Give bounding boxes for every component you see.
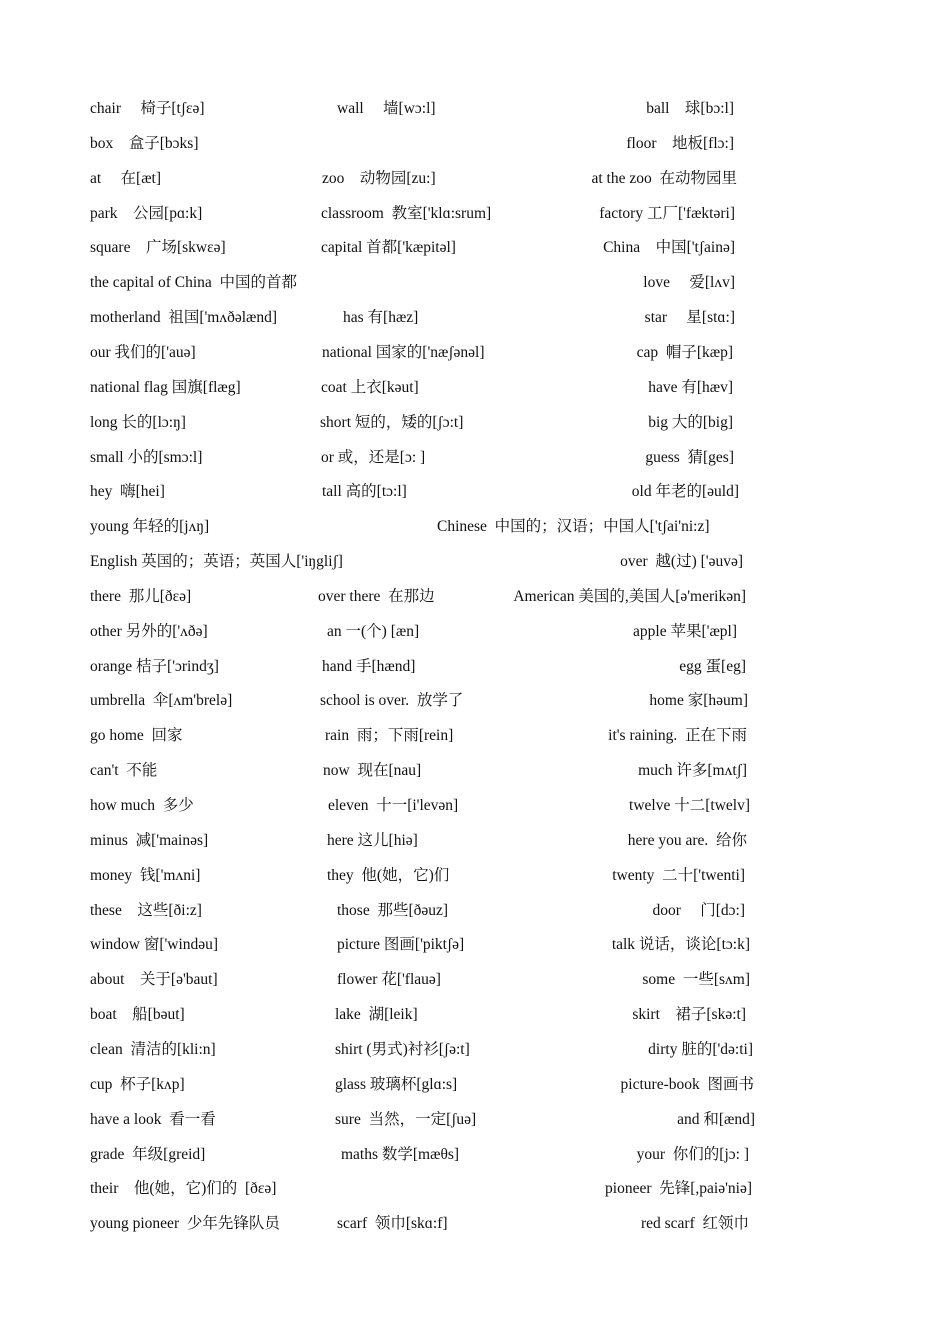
vocab-entry-right: big 大的[big]: [648, 413, 733, 431]
vocab-row: [0, 655, 950, 679]
vocab-entry-right: factory 工厂['fæktəri]: [599, 204, 735, 222]
vocab-entry-middle: rain 雨；下雨[rein]: [325, 727, 454, 745]
vocab-row: [0, 829, 950, 853]
vocab-entry-middle: short 短的，矮的[ʃɔ:t]: [320, 413, 464, 431]
vocab-entry-middle: zoo 动物园[zu:]: [322, 169, 436, 187]
vocab-entry-left: window 窗['windəu]: [90, 936, 219, 954]
vocab-entry-right: dirty 脏的['də:ti]: [648, 1040, 753, 1058]
vocab-row: [0, 271, 950, 295]
vocab-entry-right: egg 蛋[eg]: [679, 657, 746, 675]
vocab-entry-right: ball 球[bɔ:l]: [646, 100, 734, 117]
vocab-entry-left: our 我们的['auə]: [90, 343, 196, 361]
vocab-row: [0, 864, 950, 888]
vocab-entry-left: orange 桔子['ɔrindʒ]: [90, 657, 219, 675]
vocab-entry-middle: they 他(她，它)们: [327, 866, 450, 884]
vocab-entry-right: skirt 裙子[skə:t]: [632, 1006, 746, 1024]
vocab-entry-left: cup 杯子[kʌp]: [90, 1075, 185, 1093]
vocab-entry-left: chair 椅子[tʃɛə]: [90, 100, 205, 117]
vocab-entry-middle: hand 手[hænd]: [322, 657, 416, 675]
vocab-row: [0, 411, 950, 435]
vocab-entry-middle: here 这儿[hiə]: [327, 831, 418, 849]
vocab-entry-left: national flag 国旗[flæg]: [90, 378, 241, 396]
vocab-entry-middle: those 那些[ðəuz]: [337, 901, 449, 919]
vocab-entry-right: floor 地板[flɔ:]: [626, 134, 734, 152]
vocab-row: [0, 306, 950, 330]
vocab-entry-middle: tall 高的[tɔ:l]: [322, 483, 407, 501]
vocab-entry-right: American 美国的,美国人[ə'merikən]: [513, 587, 746, 605]
vocab-entry-left: how much 多少: [90, 797, 194, 814]
vocab-entry-right: and 和[ænd]: [677, 1110, 755, 1128]
vocab-entry-left: box 盒子[bɔks]: [90, 134, 199, 152]
vocab-entry-left: square 广场[skwɛə]: [90, 239, 226, 257]
vocab-entry-middle: school is over. 放学了: [320, 692, 464, 710]
vocab-entry-middle: sure 当然，一定[ʃuə]: [335, 1110, 477, 1128]
vocab-row: [0, 515, 950, 539]
vocab-row: [0, 376, 950, 400]
vocab-row: [0, 689, 950, 713]
vocab-row: [0, 202, 950, 226]
vocab-row: [0, 97, 950, 121]
vocab-entry-middle: has 有[hæz]: [343, 309, 419, 327]
vocab-entry-right: it's raining. 正在下雨: [608, 727, 747, 745]
vocab-entry-right: cap 帽子[kæp]: [636, 343, 733, 361]
vocab-entry-left: motherland 祖国['mʌðəlænd]: [90, 309, 278, 327]
vocab-entry-right: over 越(过) ['əuvə]: [620, 553, 743, 571]
vocab-entry-left: grade 年级[greid]: [90, 1145, 206, 1163]
vocab-row: [0, 794, 950, 818]
vocab-row: [0, 968, 950, 992]
vocab-entry-middle: Chinese 中国的；汉语；中国人['tʃai'ni:z]: [437, 518, 710, 536]
vocab-entry-left: have a look 看一看: [90, 1110, 216, 1128]
vocab-entry-middle: an 一(个) [æn]: [327, 622, 420, 640]
vocab-entry-right: twelve 十二[twelv]: [629, 797, 750, 814]
vocab-entry-left: park 公园[pɑ:k]: [90, 204, 203, 222]
vocab-row: [0, 167, 950, 191]
vocab-entry-right: here you are. 给你: [627, 831, 747, 849]
vocab-entry-right: apple 苹果['æpl]: [633, 622, 737, 640]
vocab-entry-right: guess 猜[ges]: [645, 448, 734, 466]
vocab-entry-left: go home 回家: [90, 727, 183, 745]
vocab-entry-middle: flower 花['flauə]: [337, 971, 441, 989]
vocab-row: [0, 550, 950, 574]
vocab-entry-right: at the zoo 在动物园里: [591, 169, 737, 187]
vocab-row: [0, 620, 950, 644]
vocab-entry-left: long 长的[lɔ:ŋ]: [90, 413, 186, 431]
vocab-entry-middle: now 现在[nau]: [323, 762, 422, 780]
vocab-entry-right: love 爱[lʌv]: [643, 274, 735, 292]
vocab-row: [0, 724, 950, 748]
vocab-entry-right: picture-book 图画书: [620, 1075, 754, 1093]
vocab-entry-right: China 中国['tʃainə]: [603, 239, 735, 257]
vocab-entry-middle: scarf 领巾[skɑ:f]: [337, 1215, 448, 1233]
vocab-row: [0, 446, 950, 470]
vocab-entry-right: door 门[dɔ:]: [652, 901, 745, 919]
vocab-entry-left: there 那儿[ðεə]: [90, 587, 192, 605]
vocab-entry-right: old 年老的[əuld]: [631, 483, 739, 501]
vocab-entry-middle: or 或，还是[ɔ: ]: [321, 448, 426, 466]
vocab-entry-middle: capital 首都['kæpitəl]: [321, 239, 456, 257]
vocab-entry-right: home 家[həum]: [649, 692, 748, 710]
vocab-entry-middle: lake 湖[leik]: [335, 1006, 418, 1024]
vocab-entry-left: the capital of China 中国的首都: [90, 274, 298, 292]
vocab-row: [0, 1143, 950, 1167]
vocab-entry-right: some 一些[sʌm]: [642, 971, 750, 989]
vocab-row: [0, 1073, 950, 1097]
vocab-entry-left: their 他(她，它)们的 [ðεə]: [90, 1180, 277, 1198]
vocab-entry-left: at 在[æt]: [90, 169, 162, 187]
vocab-entry-right: have 有[hæv]: [648, 378, 733, 396]
vocab-row: [0, 132, 950, 156]
vocab-entry-middle: eleven 十一[i'levən]: [328, 797, 459, 814]
vocab-entry-middle: shirt (男式)衬衫[ʃə:t]: [335, 1040, 470, 1058]
vocab-row: [0, 1038, 950, 1062]
vocab-entry-left: English 英国的；英语；英国人['iŋgliʃ]: [90, 553, 343, 571]
vocab-row: [0, 899, 950, 923]
vocab-entry-middle: classroom 教室['klɑ:srum]: [321, 204, 492, 222]
vocab-entry-left: can't 不能: [90, 762, 158, 780]
vocab-entry-left: about 关于[ə'baut]: [90, 971, 218, 989]
vocab-entry-middle: picture 图画['piktʃə]: [337, 936, 465, 954]
vocab-entry-left: umbrella 伞[ʌm'brelə]: [90, 692, 233, 710]
vocab-row: [0, 933, 950, 957]
vocab-row: [0, 585, 950, 609]
vocab-entry-left: boat 船[bəut]: [90, 1006, 185, 1024]
vocab-row: [0, 480, 950, 504]
vocab-entry-left: hey 嗨[hei]: [90, 483, 165, 501]
vocab-entry-left: young pioneer 少年先锋队员: [90, 1215, 280, 1233]
vocab-entry-right: red scarf 红领巾: [640, 1215, 749, 1233]
vocab-entry-right: pioneer 先锋[,paiə'niə]: [605, 1180, 752, 1198]
vocab-entry-right: much 许多[mʌtʃ]: [638, 762, 747, 780]
vocab-entry-middle: coat 上衣[kəut]: [321, 378, 419, 396]
vocab-entry-middle: over there 在那边: [318, 587, 435, 605]
vocab-entry-right: your 你们的[jɔ: ]: [636, 1145, 749, 1163]
vocab-entry-right: star 星[stɑ:]: [644, 309, 735, 327]
vocab-entry-left: clean 清洁的[kli:n]: [90, 1040, 216, 1058]
vocab-row: [0, 1177, 950, 1201]
vocab-entry-left: small 小的[smɔ:l]: [90, 448, 203, 466]
vocab-entry-right: twenty 二十['twenti]: [612, 866, 745, 884]
vocab-entry-left: these 这些[ði:z]: [90, 901, 202, 919]
vocab-entry-middle: national 国家的['næʃənəl]: [322, 343, 485, 361]
vocab-entry-left: money 钱['mʌni]: [90, 866, 201, 884]
vocab-entry-middle: maths 数学[mæθs]: [341, 1145, 460, 1163]
vocab-entry-left: other 另外的['ʌðə]: [90, 622, 208, 640]
vocab-row: [0, 1108, 950, 1132]
vocab-row: [0, 236, 950, 260]
vocab-row: [0, 341, 950, 365]
vocab-entry-left: minus 减['mainəs]: [90, 831, 209, 849]
vocab-row: [0, 1212, 950, 1236]
vocab-entry-left: young 年轻的[jʌŋ]: [90, 518, 210, 536]
vocab-entry-middle: wall 墙[wɔ:l]: [337, 100, 436, 117]
vocab-entry-right: talk 说话，谈论[tɔ:k]: [611, 936, 750, 954]
vocab-row: [0, 759, 950, 783]
vocab-entry-middle: glass 玻璃杯[glɑ:s]: [335, 1075, 458, 1093]
vocab-row: [0, 1003, 950, 1027]
